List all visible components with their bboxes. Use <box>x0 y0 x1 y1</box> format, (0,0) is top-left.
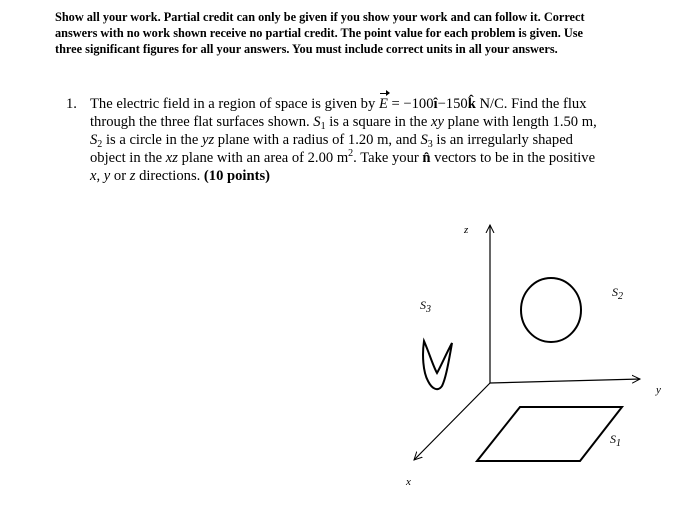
plane-label: xz <box>165 150 178 166</box>
surface-symbol: S <box>420 132 428 148</box>
text-run: N/C. Find the flux <box>475 96 587 112</box>
surface-symbol: S <box>610 432 616 446</box>
subscript: 3 <box>427 139 433 150</box>
subscript: 2 <box>618 291 623 302</box>
surface-s2-label <box>612 285 623 300</box>
text-run: plane with a radius of 1.20 m, and <box>214 132 421 148</box>
text-run: −150 <box>437 96 468 112</box>
instructions-line-1: Show all your work. Partial credit can only be given if you show your work and can follow it. Correct <box>55 10 585 24</box>
superscript: 2 <box>348 148 354 159</box>
text-run: through the three flat surfaces shown. <box>90 114 314 130</box>
subscript: 2 <box>97 139 103 150</box>
y-axis-label: y <box>656 384 661 396</box>
text-run: object in the <box>90 150 166 166</box>
axis-name: x <box>90 168 97 184</box>
text-run: , <box>96 168 104 184</box>
plane-label: yz <box>201 132 215 148</box>
problem-number: 1. <box>66 96 77 112</box>
surface-s3-label <box>420 298 431 313</box>
text-run: . Take your <box>353 150 423 166</box>
text-run: The electric field in a region of space is given by <box>90 96 379 112</box>
field-vector-symbol: E <box>378 96 388 112</box>
surface-s3-shape <box>423 341 452 389</box>
instructions-line-3: three significant figures for all your answers. You must include correct units in all your answers. <box>55 42 558 56</box>
surface-s1-label <box>610 432 621 447</box>
text-run: directions. <box>135 168 204 184</box>
normal-vector-symbol: n̂ <box>422 150 431 166</box>
surface-symbol: S <box>90 132 98 148</box>
subscript: 3 <box>426 304 431 315</box>
surface-s2-circle <box>521 278 581 342</box>
text-run: plane with length 1.50 m, <box>443 114 597 130</box>
surface-symbol: S <box>313 114 321 130</box>
text-run: plane with an area of 2.00 m <box>177 150 349 166</box>
y-axis-line <box>490 379 640 383</box>
x-axis-line <box>414 383 490 460</box>
subscript: 1 <box>320 121 326 132</box>
instructions-line-2: answers with no work shown receive no partial credit. The point value for each problem is given. Use <box>55 26 583 40</box>
surface-s1-square <box>477 407 622 461</box>
x-axis-label: x <box>406 476 411 488</box>
unit-vector-i: î <box>433 96 438 112</box>
axis-name: y <box>103 168 111 184</box>
text-run: is a circle in the <box>102 132 202 148</box>
surface-symbol: S <box>420 298 426 312</box>
points-value: (10 points) <box>203 168 271 184</box>
axis-name: z <box>129 168 136 184</box>
subscript: 1 <box>616 438 621 449</box>
text-run: is a square in the <box>325 114 431 130</box>
text-run: is an irregularly shaped <box>432 132 573 148</box>
z-axis-label: z <box>464 224 469 236</box>
text-run: or <box>110 168 130 184</box>
text-run: = −100 <box>387 96 434 112</box>
surface-symbol: S <box>612 285 618 299</box>
text-run: vectors to be in the positive <box>430 150 596 166</box>
unit-vector-k: k̂ <box>467 96 476 112</box>
plane-label: xy <box>430 114 444 130</box>
